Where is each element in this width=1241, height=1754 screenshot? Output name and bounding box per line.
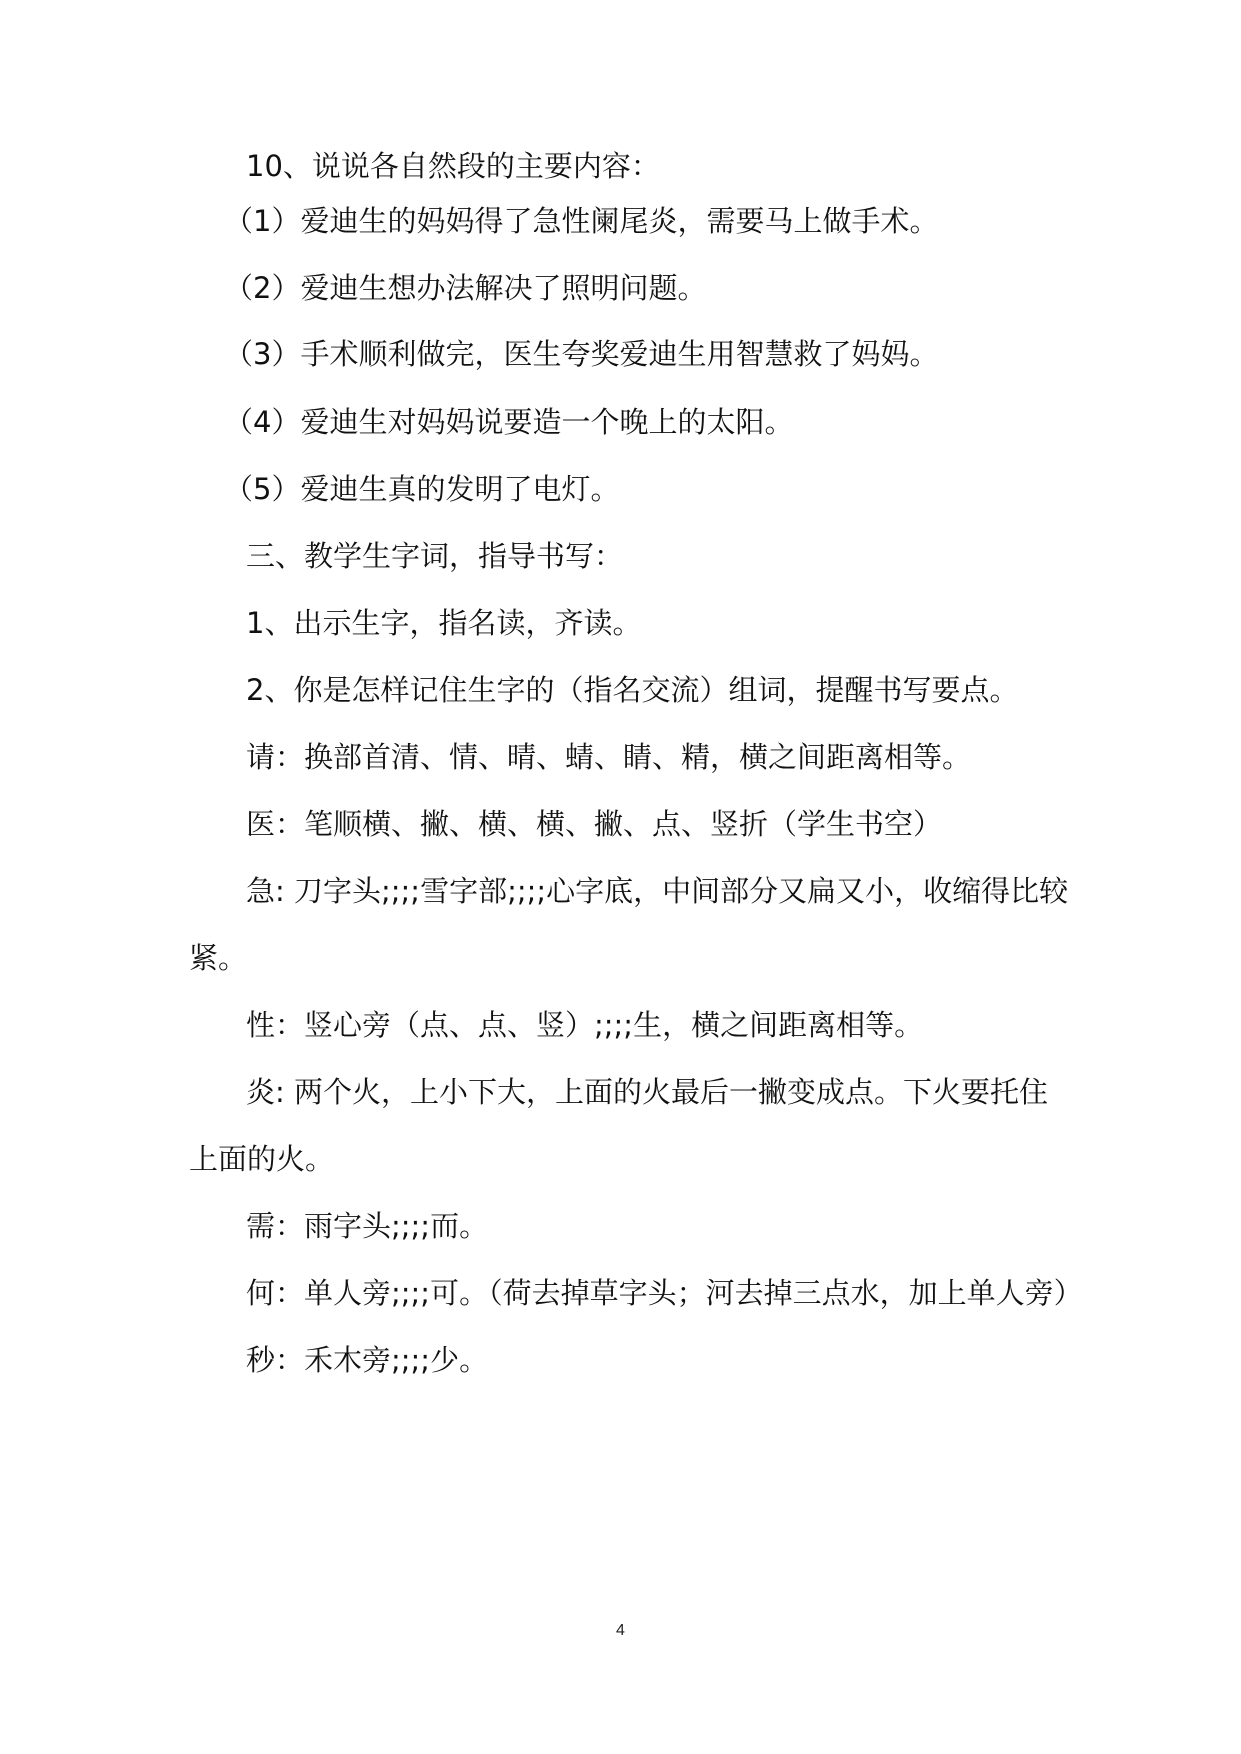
text-line-18: 何：单人旁;;;;可。（荷去掉草字头；河去掉三点水，加上单人旁） [246, 1276, 1083, 1310]
text-line-9: 2、你是怎样记住生字的（指名交流）组词，提醒书写要点。 [246, 673, 1019, 707]
text-line-2: （1）爱迪生的妈妈得了急性阑尾炎，需要马上做手术。 [224, 204, 939, 238]
text-line-19: 秒：禾木旁;;;;少。 [246, 1343, 489, 1377]
text-line-10: 请：换部首清、情、晴、蜻、睛、精，横之间距离相等。 [246, 740, 972, 774]
text-line-16: 上面的火。 [189, 1142, 335, 1176]
text-line-15: 炎: 两个火，上小下大，上面的火最后一撇变成点。下火要托住 [246, 1075, 1048, 1109]
text-line-11: 医：笔顺横、撇、横、横、撇、点、竖折（学生书空） [246, 807, 943, 841]
page-number: 4 [616, 1622, 625, 1639]
text-line-17: 需：雨字头;;;;而。 [246, 1209, 489, 1243]
text-line-14: 性：竖心旁（点、点、竖）;;;;生，横之间距离相等。 [246, 1008, 924, 1042]
text-line-7: 三、教学生字词，指导书写： [246, 539, 624, 573]
text-line-12: 急: 刀字头;;;;雪字部;;;;心字底，中间部分又扁又小，收缩得比较 [246, 874, 1069, 908]
text-line-3: （2）爱迪生想办法解决了照明问题。 [224, 271, 707, 305]
text-line-4: （3）手术顺利做完，医生夸奖爱迪生用智慧救了妈妈。 [224, 337, 939, 371]
text-line-1: 10、说说各自然段的主要内容： [246, 149, 660, 183]
text-line-5: （4）爱迪生对妈妈说要造一个晚上的太阳。 [224, 405, 794, 439]
text-line-13: 紧。 [189, 941, 248, 975]
text-line-8: 1、出示生字，指名读，齐读。 [246, 606, 642, 640]
text-line-6: （5）爱迪生真的发明了电灯。 [224, 472, 620, 506]
